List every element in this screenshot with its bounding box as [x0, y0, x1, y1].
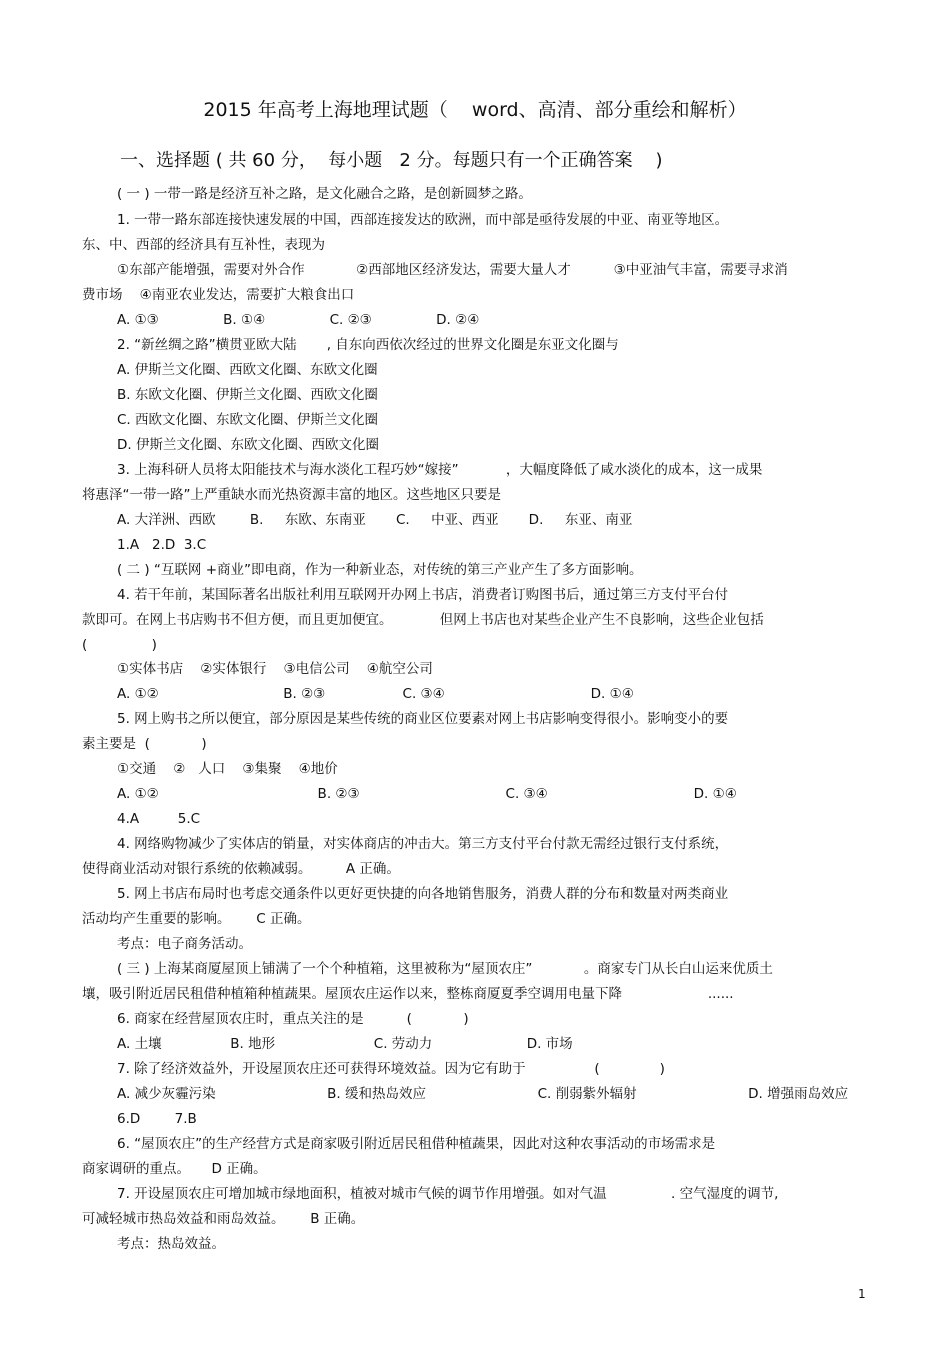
question-2-stem: 2. “新丝绸之路”横贯亚欧大陆 , 自东向西依次经过的世界文化圈是东亚文化圈与 — [117, 337, 619, 353]
question-2-option-c: C. 西欧文化圈、东欧文化圈、伊斯兰文化圈 — [117, 412, 379, 428]
document-title: 2015 年高考上海地理试题（ word、高清、部分重绘和解析） — [203, 99, 747, 121]
question-4-blank: ( ) — [82, 637, 157, 653]
question-7-options: A. 减少灰霾污染 B. 缓和热岛效应 C. 削弱紫外辐射 D. 增强雨岛效应 — [117, 1086, 849, 1102]
explanation-4-cont: 使得商业活动对银行系统的依赖减弱。 A 正确。 — [82, 861, 400, 877]
explanation-4: 4. 网络购物减少了实体店的销量，对实体商店的冲击大。第三方支付平台付款无需经过银行支付系统， — [117, 836, 729, 852]
passage-intro-2: ( 二 ) “互联网 +商业”即电商，作为一种新业态，对传统的第三产业产生了多方面影响。 — [117, 562, 643, 578]
question-5-statements: ①交通 ② 人口 ③集聚 ④地价 — [117, 761, 338, 777]
question-5-stem: 5. 网上购书之所以便宜，部分原因是某些传统的商业区位要素对网上书店影响变得很小。影响变小的要 — [117, 711, 729, 727]
question-4-stem-cont: 款即可。在网上书店购书不但方便，而且更加便宜。 但网上书店也对某些企业产生不良影响，这些企业包括 — [82, 612, 764, 628]
explanation-7: 7. 开设屋顶农庄可增加城市绿地面积，植被对城市气候的调节作用增强。如对气温 . 空气湿度的调节, — [117, 1186, 779, 1202]
answers-1-3: 1.A 2.D 3.C — [117, 537, 207, 553]
question-3-options: A. 大洋洲、西欧 B. 东欧、东南亚 C. 中亚、西亚 D. 东亚、南亚 — [117, 512, 633, 528]
question-4-stem: 4. 若干年前，某国际著名出版社利用互联网开办网上书店，消费者订购图书后，通过第三方支付平台付 — [117, 587, 729, 603]
question-2-option-a: A. 伊斯兰文化圈、西欧文化圈、东欧文化圈 — [117, 362, 378, 378]
question-3-stem-cont: 将惠泽“一带一路”上严重缺水而光热资源丰富的地区。这些地区只要是 — [82, 487, 501, 503]
knowledge-point-2: 考点：热岛效益。 — [117, 1236, 225, 1252]
question-2-option-b: B. 东欧文化圈、伊斯兰文化圈、西欧文化圈 — [117, 387, 378, 403]
question-5-options: A. ①② B. ②③ C. ③④ D. ①④ — [117, 786, 737, 802]
explanation-7-cont: 可减轻城市热岛效益和雨岛效益。 B 正确。 — [82, 1211, 365, 1227]
knowledge-point-1: 考点：电子商务活动。 — [117, 936, 252, 952]
question-4-statements: ①实体书店 ②实体银行 ③电信公司 ④航空公司 — [117, 661, 433, 677]
question-3-stem: 3. 上海科研人员将太阳能技术与海水淡化工程巧妙“嫁接” ，大幅度降低了咸水淡化的成本，这一成果 — [117, 462, 763, 478]
page-number: 1 — [858, 1287, 866, 1301]
question-1-stem: 1. 一带一路东部连接快速发展的中国，西部连接发达的欧洲，而中部是亟待发展的中亚、南亚等地区。 — [117, 212, 729, 228]
explanation-5-cont: 活动均产生重要的影响。 C 正确。 — [82, 911, 311, 927]
explanation-5: 5. 网上书店布局时也考虑交通条件以更好更快捷的向各地销售服务，消费人群的分布和数量对两类商业 — [117, 886, 729, 902]
passage-intro-3-cont: 壤，吸引附近居民租借种植箱种植蔬果。屋顶农庄运作以来，整栋商厦夏季空调用电量下降 ...... — [82, 986, 734, 1002]
question-1-statements: ①东部产能增强，需要对外合作 ②西部地区经济发达，需要大量人才 ③中亚油气丰富，需要寻求消 — [117, 262, 788, 278]
question-6-stem: 6. 商家在经营屋顶农庄时，重点关注的是 ( ) — [117, 1011, 469, 1027]
passage-intro-1: ( 一 ) 一带一路是经济互补之路，是文化融合之路，是创新圆梦之路。 — [117, 186, 532, 202]
question-5-stem-cont: 素主要是 ( ) — [82, 736, 207, 752]
question-1-statements-cont: 费市场 ④南亚农业发达，需要扩大粮食出口 — [82, 287, 355, 303]
passage-intro-3: ( 三 ) 上海某商厦屋顶上铺满了一个个种植箱，这里被称为“屋顶农庄” 。商家专门从长白山运来优质土 — [117, 961, 773, 977]
section-heading: 一、选择题 ( 共 60 分， 每小题 2 分。每题只有一个正确答案 ) — [120, 150, 663, 171]
question-1-stem-cont: 东、中、西部的经济具有互补性，表现为 — [82, 237, 325, 253]
explanation-6-cont: 商家调研的重点。 D 正确。 — [82, 1161, 267, 1177]
question-1-options: A. ①③ B. ①④ C. ②③ D. ②④ — [117, 312, 480, 328]
answers-6-7: 6.D 7.B — [117, 1111, 197, 1127]
question-2-option-d: D. 伊斯兰文化圈、东欧文化圈、西欧文化圈 — [117, 437, 379, 453]
question-4-options: A. ①② B. ②③ C. ③④ D. ①④ — [117, 686, 634, 702]
question-6-options: A. 土壤 B. 地形 C. 劳动力 D. 市场 — [117, 1036, 573, 1052]
explanation-6: 6. “屋顶农庄”的生产经营方式是商家吸引附近居民租借种植蔬果，因此对这种农事活动的市场需求是 — [117, 1136, 716, 1152]
answers-4-5: 4.A 5.C — [117, 811, 201, 827]
question-7-stem: 7. 除了经济效益外，开设屋顶农庄还可获得环境效益。因为它有助于 ( ) — [117, 1061, 665, 1077]
